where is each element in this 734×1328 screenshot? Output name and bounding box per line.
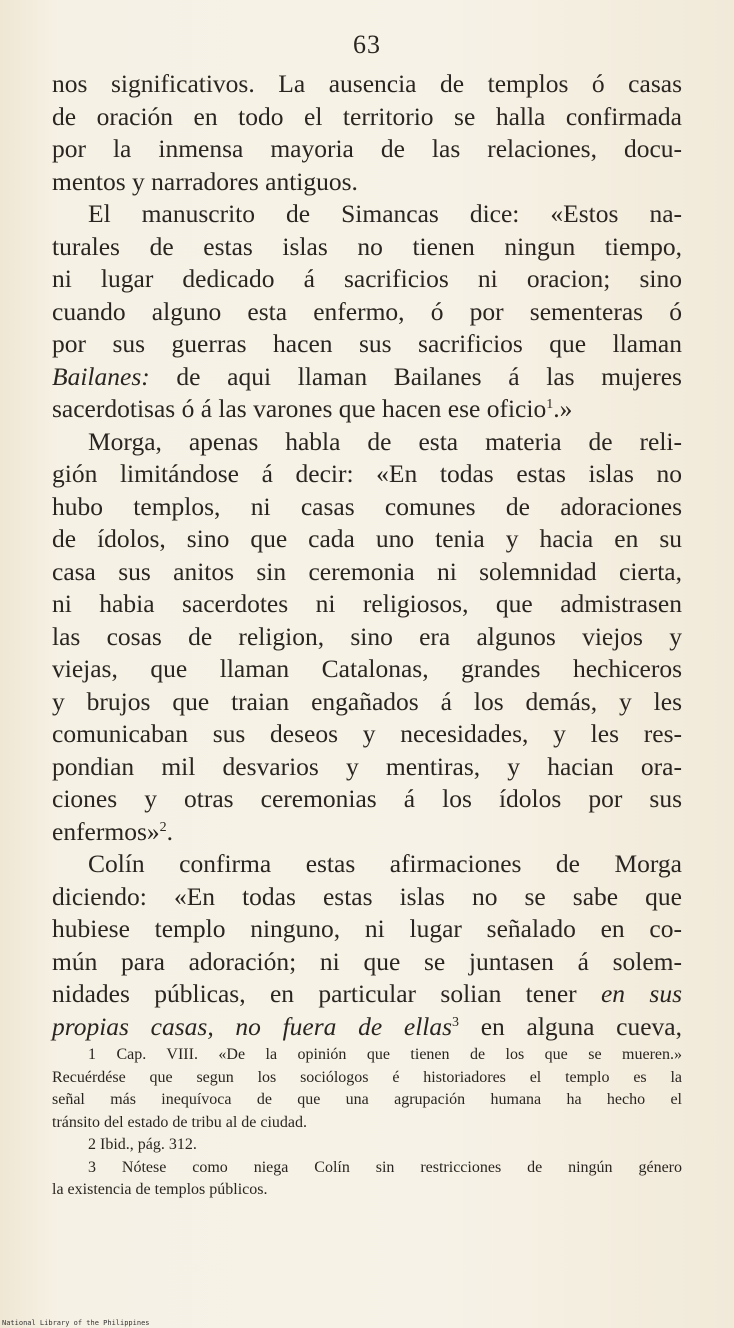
text-line xyxy=(52,523,682,556)
line-text: de ídolos, sino que cada uno tenia y hacia en su xyxy=(52,524,682,553)
line-text: en alguna cueva, xyxy=(459,1011,682,1041)
text-line xyxy=(52,751,682,784)
italic-text: Bailanes: xyxy=(52,361,150,391)
text-line xyxy=(52,946,682,979)
library-credit: National Library of the Philippines xyxy=(2,1319,150,1327)
line-text: ni lugar dedicado á sacrificios ni oracion; sino xyxy=(52,264,682,293)
text-line xyxy=(52,783,682,816)
line-text: por la inmensa mayoria de las relaciones, docu- xyxy=(52,134,682,163)
footnotes xyxy=(52,1044,682,1202)
line-text: pondian mil desvarios y mentiras, y hacian ora- xyxy=(52,751,682,781)
text-line xyxy=(52,816,682,849)
line-text: ciones y otras ceremonias á los ídolos por sus xyxy=(52,784,682,813)
text-line xyxy=(52,133,682,166)
text-line xyxy=(52,101,682,134)
text-line xyxy=(52,848,682,881)
footnote-line: 2 Ibid., pág. 312. xyxy=(88,1136,197,1153)
line-text: casa sus anitos sin ceremonia ni solemnidad cierta, xyxy=(52,556,682,586)
body-text xyxy=(52,68,682,1043)
footnote-line: 1 Cap. VIII. «De la opinión que tienen de los que se mueren.» xyxy=(88,1046,682,1063)
text-line xyxy=(52,653,682,686)
footnote-line: la existencia de templos públicos. xyxy=(52,1181,268,1198)
italic-text: en sus xyxy=(576,979,682,1008)
line-text: Morga, apenas habla de esta materia de reli- xyxy=(88,426,682,456)
text-line xyxy=(52,978,682,1011)
line-text: turales de estas islas no tienen ningun tiempo, xyxy=(52,231,682,261)
text-line xyxy=(52,621,682,654)
line-text: hubiese templo ninguno, ni lugar señalado en co- xyxy=(52,914,682,943)
line-text: mentos y narradores antiguos. xyxy=(52,166,358,196)
line-text: . xyxy=(166,816,174,846)
line-text: mún para adoración; ni que se juntasen á solem- xyxy=(52,946,682,976)
footnote-marker: 2 xyxy=(159,819,167,835)
italic-text: propias casas, no fuera de ellas xyxy=(52,1011,453,1041)
text-line xyxy=(52,491,682,524)
footnote-marker: 1 xyxy=(546,397,554,412)
line-text: y brujos que traian engañados á los demás, y les xyxy=(52,686,682,716)
footnote-line: 3 Nótese como niega Colín sin restricciones de ningún género xyxy=(88,1158,682,1176)
text-line xyxy=(52,718,682,751)
line-text: de aqui llaman Bailanes á las mujeres xyxy=(149,361,682,391)
line-text: las cosas de religion, sino era algunos viejos y xyxy=(52,621,682,651)
line-text: El manuscrito de Simancas dice: «Estos na- xyxy=(88,199,682,228)
footnote-line: tránsito del estado de tribu al de ciudad. xyxy=(52,1113,308,1131)
text-line xyxy=(52,881,682,914)
text-line xyxy=(52,426,682,459)
line-text: .» xyxy=(553,394,573,423)
text-line xyxy=(52,361,682,394)
line-text: enfermos» xyxy=(52,816,160,846)
line-text: ni habia sacerdotes ni religiosos, que admistrasen xyxy=(52,589,682,618)
text-line xyxy=(52,328,682,361)
line-text: comunicaban sus deseos y necesidades, y les res- xyxy=(52,719,682,748)
footnote-marker: 3 xyxy=(452,1014,460,1030)
text-line xyxy=(52,68,682,101)
line-text: gión limitándose á decir: «En todas estas islas no xyxy=(52,459,682,488)
text-line xyxy=(52,263,682,296)
page-number: 63 xyxy=(353,30,381,59)
line-text: de oración en todo el territorio se halla confirmada xyxy=(52,101,682,131)
text-line xyxy=(52,166,682,199)
text-line xyxy=(52,588,682,621)
text-line xyxy=(52,913,682,946)
line-text: nos significativos. La ausencia de templos ó casas xyxy=(52,69,682,98)
footnote-line: señal más inequívoca de que una agrupación humana ha hecho el xyxy=(52,1091,682,1108)
text-line xyxy=(52,1011,682,1044)
text-line xyxy=(52,458,682,491)
text-line xyxy=(52,393,682,426)
line-text: Colín confirma estas afirmaciones de Morga xyxy=(88,849,682,878)
line-text: nidades públicas, en particular solian tener xyxy=(52,979,577,1008)
line-text: hubo templos, ni casas comunes de adoraciones xyxy=(52,491,682,521)
line-text: cuando alguno esta enfermo, ó por sementeras ó xyxy=(52,296,682,326)
text-line xyxy=(52,198,682,231)
text-line xyxy=(52,231,682,264)
text-line xyxy=(52,556,682,589)
footnote-line: Recuérdése que segun los sociólogos é historiadores el templo es la xyxy=(52,1068,682,1086)
text-line xyxy=(52,686,682,719)
text-line xyxy=(52,296,682,329)
line-text: sacerdotisas ó á las varones que hacen ese oficio xyxy=(52,394,547,423)
line-text: viejas, que llaman Catalonas, grandes hechiceros xyxy=(52,654,682,683)
line-text: por sus guerras hacen sus sacrificios que llaman xyxy=(52,329,682,358)
line-text: diciendo: «En todas estas islas no se sabe que xyxy=(52,881,682,911)
